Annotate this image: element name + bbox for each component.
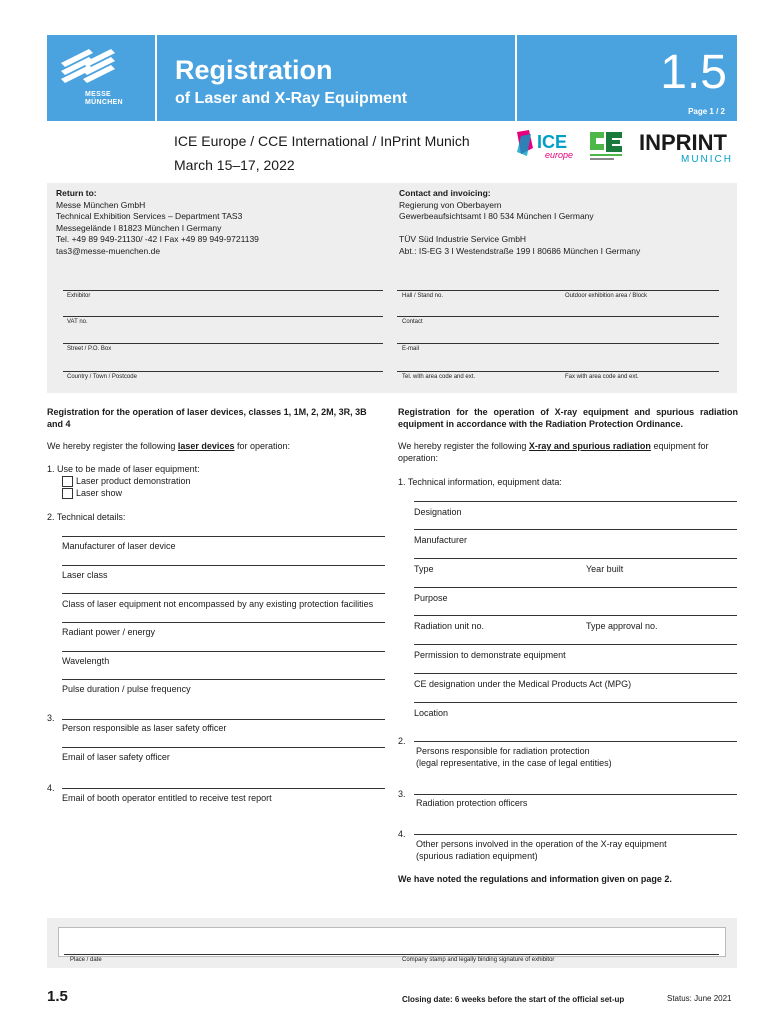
class-not-encompassed-line[interactable]	[62, 593, 385, 594]
contact-label: Contact and invoicing:	[399, 188, 491, 198]
laser-manufacturer-label: Manufacturer of laser device	[62, 541, 176, 551]
return-to-line: Technical Exhibition Services – Department TAS3	[56, 211, 243, 221]
other-persons-label: Other persons involved in the operation of the X-ray equipment	[416, 839, 667, 849]
radiation-unit-line[interactable]	[414, 615, 737, 616]
ice-logo-icon	[515, 128, 585, 164]
laser-section-title: Registration for the operation of laser devices, classes 1, 1M, 2, 2M, 3R, 3B and 4	[47, 407, 367, 429]
form-number-panel	[517, 35, 737, 121]
laser-intro	[47, 440, 385, 452]
laser-intro-text-end: for operation:	[234, 441, 290, 451]
radiation-responsible-line[interactable]	[414, 741, 737, 742]
laser-option-demo[interactable]	[62, 475, 191, 487]
logo-text	[85, 91, 123, 107]
purpose-line[interactable]	[414, 587, 737, 588]
radiant-power-label: Radiant power / energy	[62, 627, 156, 637]
safety-officer-line[interactable]	[62, 719, 385, 720]
protection-officers-line[interactable]	[414, 794, 737, 795]
laser-devices-emphasis: laser devices	[177, 441, 235, 451]
contact-block	[399, 188, 729, 257]
title-panel	[157, 35, 515, 121]
xray-question-1: 1. Technical information, equipment data:	[398, 477, 562, 487]
form-number: 1.5	[660, 46, 727, 99]
xray-intro-text: We hereby register the following	[398, 441, 529, 451]
signature-area[interactable]	[58, 927, 726, 957]
manufacturer-line[interactable]	[62, 536, 385, 537]
logo-line-1: MESSE	[85, 91, 112, 98]
contact-line: Gewerbeaufsichtsamt I 80 534 München I Germany	[399, 211, 594, 221]
contact-spacer	[399, 223, 729, 235]
footer-form-number: 1.5	[47, 988, 68, 1005]
radiation-unit-label: Radiation unit no.	[414, 621, 485, 631]
tel-field[interactable]	[397, 371, 719, 372]
other-persons-note: (spurious radiation equipment)	[416, 851, 538, 861]
type-label: Type	[414, 564, 434, 574]
wavelength-line[interactable]	[62, 651, 385, 652]
radiation-responsible-label: Persons responsible for radiation protection	[416, 746, 590, 756]
xray-emphasis: X-ray and spurious radiation	[528, 441, 651, 451]
xray-intro	[398, 440, 738, 464]
tel-label: Tel. with area code and ext.	[402, 374, 476, 380]
event-dates: March 15–17, 2022	[174, 157, 295, 173]
country-field[interactable]	[63, 371, 383, 372]
vat-label: VAT no.	[67, 319, 88, 325]
type-approval-label: Type approval no.	[586, 621, 658, 631]
laser-question-4: 4.	[47, 783, 55, 793]
safety-officer-label: Person responsible as laser safety officer	[62, 723, 227, 733]
safety-officer-email-line[interactable]	[62, 747, 385, 748]
vat-field[interactable]	[63, 316, 383, 317]
checkbox-show[interactable]	[62, 488, 73, 499]
return-to-label: Return to:	[56, 188, 97, 198]
inprint-logo-icon	[637, 128, 739, 166]
page-number: Page 1 / 2	[688, 107, 725, 116]
xray-question-4: 4.	[398, 829, 406, 839]
return-to-line: Messe München GmbH	[56, 199, 146, 210]
pulse-label: Pulse duration / pulse frequency	[62, 684, 191, 694]
cce-logo-icon	[588, 130, 626, 164]
email-field[interactable]	[397, 343, 719, 344]
hall-stand-label: Hall / Stand no.	[402, 293, 444, 299]
contact-field[interactable]	[397, 316, 719, 317]
svg-text:europe: europe	[545, 150, 574, 160]
return-to-line: Messegelände I 81823 München I Germany	[56, 222, 222, 233]
permission-line[interactable]	[414, 644, 737, 645]
designation-line[interactable]	[414, 501, 737, 502]
checkbox-demo[interactable]	[62, 476, 73, 487]
location-label: Location	[414, 708, 449, 718]
closing-date: Closing date: 6 weeks before the start of the official set-up	[402, 995, 625, 1004]
type-line[interactable]	[414, 558, 737, 559]
xray-manufacturer-label: Manufacturer	[414, 535, 468, 545]
signature-line[interactable]	[64, 954, 719, 955]
radiation-responsible-note: (legal representative, in the case of legal entities)	[416, 758, 612, 768]
messe-muenchen-logo-icon	[59, 45, 121, 87]
signature-stamp-label: Company stamp and legally binding signature of exhibitor	[402, 957, 555, 963]
booth-operator-email-label: Email of booth operator entitled to receive test report	[62, 793, 272, 803]
laser-protection-class-label: Class of laser equipment not encompassed by any existing protection facilities	[62, 599, 374, 609]
svg-text:INPRINT: INPRINT	[639, 130, 727, 155]
xray-section-title: Registration for the operation of X-ray equipment and spurious radiation equipment in accordance with the Radiation Protection Ordinance.	[398, 407, 738, 429]
laser-question-3: 3.	[47, 713, 55, 723]
inprint-logo	[637, 128, 739, 166]
page-subtitle: of Laser and X-Ray Equipment	[175, 90, 408, 107]
xray-intro-text-end: equipment for operation:	[398, 441, 709, 463]
contact-line: Abt.: IS-EG 3 I Westendstraße 199 I 80686 München I Germany	[399, 245, 641, 256]
contact-field-label: Contact	[402, 319, 423, 325]
laser-class-line[interactable]	[62, 565, 385, 566]
return-to-block	[56, 188, 376, 257]
address-info-box	[47, 183, 737, 393]
laser-option-show-label: Laser show	[76, 488, 123, 498]
ce-designation-label: CE designation under the Medical Products Act (MPG)	[414, 679, 632, 689]
logo-line-2: MÜNCHEN	[85, 99, 123, 106]
designation-label: Designation	[414, 507, 462, 517]
email-label: E-mail	[402, 346, 420, 352]
street-label: Street / P.O. Box	[67, 346, 112, 352]
laser-intro-text: We hereby register the following	[47, 441, 178, 451]
fax-label: Fax with area code and ext.	[565, 374, 639, 380]
country-label: Country / Town / Postcode	[67, 374, 137, 380]
status-date: Status: June 2021	[667, 994, 732, 1003]
laser-option-demo-label: Laser product demonstration	[76, 476, 191, 486]
regulations-noted: We have noted the regulations and information given on page 2.	[398, 874, 672, 884]
laser-question-2: 2. Technical details:	[47, 512, 126, 522]
return-to-line: Tel. +49 89 949-21130/ -42 I Fax +49 89 949-9721139	[56, 234, 259, 244]
street-field[interactable]	[63, 343, 383, 344]
contact-line: Regierung von Oberbayern	[399, 199, 502, 210]
return-to-email: tas3@messe-muenchen.de	[56, 245, 161, 256]
page-title: Registration	[175, 55, 333, 85]
laser-question-1: 1. Use to be made of laser equipment:	[47, 464, 200, 474]
exhibitor-field[interactable]	[63, 290, 383, 291]
laser-option-show[interactable]	[62, 487, 122, 499]
cce-logo	[588, 130, 626, 164]
ce-line[interactable]	[414, 673, 737, 674]
exhibitor-label: Exhibitor	[67, 293, 91, 299]
permission-label: Permission to demonstrate equipment	[414, 650, 566, 660]
place-date-label: Place / date	[70, 957, 102, 963]
xray-manufacturer-line[interactable]	[414, 529, 737, 530]
xray-question-2: 2.	[398, 736, 406, 746]
pulse-line[interactable]	[62, 679, 385, 680]
svg-text:ICE: ICE	[537, 132, 568, 152]
purpose-label: Purpose	[414, 593, 448, 603]
booth-operator-email-line[interactable]	[62, 788, 385, 789]
location-line[interactable]	[414, 702, 737, 703]
wavelength-label: Wavelength	[62, 656, 110, 666]
outdoor-area-label: Outdoor exhibition area / Block	[565, 293, 648, 299]
contact-line: TÜV Süd Industrie Service GmbH	[399, 234, 527, 244]
event-name: ICE Europe / CCE International / InPrint Munich	[174, 133, 470, 149]
other-persons-line[interactable]	[414, 834, 737, 835]
year-built-label: Year built	[586, 564, 624, 574]
radiant-power-line[interactable]	[62, 622, 385, 623]
logo-panel	[47, 35, 155, 121]
hall-stand-field[interactable]	[397, 290, 719, 291]
ice-europe-logo	[515, 128, 585, 164]
svg-text:MUNICH: MUNICH	[681, 154, 733, 165]
safety-officer-email-label: Email of laser safety officer	[62, 752, 170, 762]
laser-class-label: Laser class	[62, 570, 108, 580]
xray-question-3: 3.	[398, 789, 406, 799]
protection-officers-label: Radiation protection officers	[416, 798, 528, 808]
